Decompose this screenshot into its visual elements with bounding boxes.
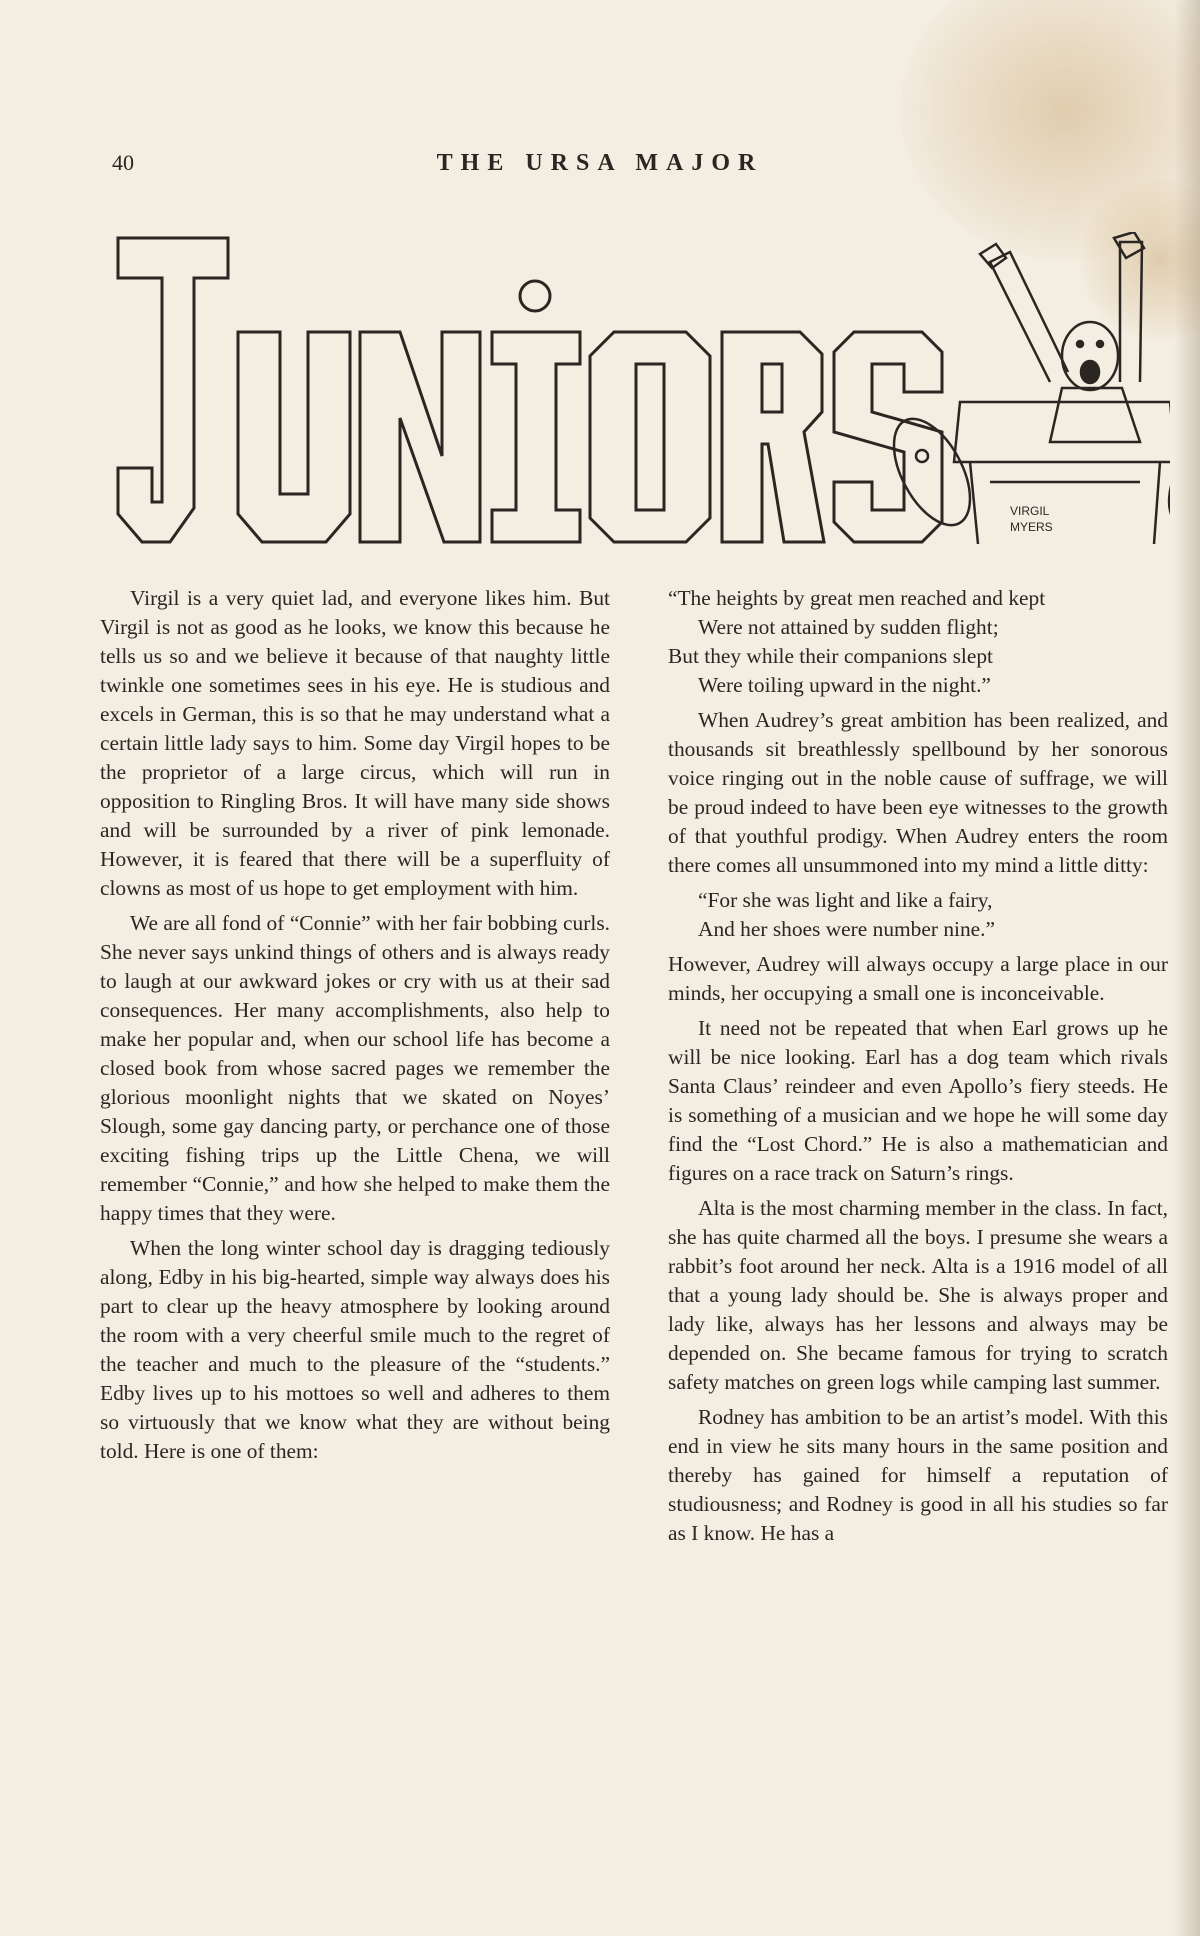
left-column	[100, 584, 610, 1472]
right-column	[668, 584, 1168, 1554]
paragraph-edby: When the long winter school day is dragging tediously along, Edby in his big-hearted, simple way always does his part to clear up the heavy atmosphere by looking around the room with a very cheerful smile much to the regret of the teacher and much to the pleasure of the “students.” Edby lives up to his mottoes so well and adheres to them so virtuously that we know what they are without being told. Here is one of them:	[100, 1236, 610, 1463]
page-edge-shadow	[1174, 0, 1200, 1936]
paragraph-connie: We are all fond of “Connie” with her fair bobbing curls. She never says unkind things of others and is always ready to laugh at our awkward jokes or cry with us at their sad consequences. Her many accomplishments, also help to make her popular and, when our school life has become a closed book from whose sacred pages we remember the glorious moonlight nights that we skated on Noyes’ Slough, some gay dancing party, or perchance one of those exciting fishing trips up the Little Chena, we will remember “Connie,” and how she helped to make them the happy times that they were.	[100, 911, 610, 1225]
letter-i-dot	[520, 281, 550, 311]
paragraph-audrey-cont: However, Audrey will always occupy a large place in our minds, her occupying a small one is inconceivable.	[668, 952, 1168, 1005]
paragraph-virgil: Virgil is a very quiet lad, and everyone likes him. But Virgil is not as good as he looks, we know this because he tells us so and we believe it because of that naughty little twinkle one sometimes sees in his eye. He is studious and excels in German, this is so that he may understand what a certain little lady says to him. Some day Virgil hopes to be the proprietor of a large circus, which will run in opposition to Ringling Bros. It will have many side shows and will be surrounded by a river of pink lemonade. However, it is feared that there will be a superfluity of clowns as most of us hope to get employment with him.	[100, 586, 610, 900]
poem-line: “For she was light and like a fairy,	[698, 888, 993, 912]
letter-n-outline	[360, 332, 480, 542]
signature-line-2: MYERS	[1010, 520, 1053, 534]
cheering-student-illustration	[878, 232, 1170, 544]
juniors-headline-art	[110, 232, 1170, 557]
poem-line: Were toiling upward in the night.”	[698, 673, 991, 697]
signature-line-1: VIRGIL	[1010, 504, 1050, 518]
running-head: THE URSA MAJOR	[436, 150, 764, 176]
poem-fairy	[668, 886, 1168, 944]
paragraph-earl: It need not be repeated that when Earl grows up he will be nice looking. Earl has a dog team which rivals Santa Claus’ reindeer and even Apollo’s fiery steeds. He is something of a musician and we hope he will some day find the “Lost Chord.” He is also a mathematician and figures on a race track on Saturn’s rings.	[668, 1016, 1168, 1185]
paragraph-rodney: Rodney has ambition to be an artist’s model. With this end in view he sits many hours in the same position and thereby has gained for himself a reputation of studiousness; and Rodney is good in all his studies so far as I know. He has a	[668, 1405, 1168, 1545]
paragraph-audrey: When Audrey’s great ambition has been realized, and thousands sit breathlessly spellbound by her sonorous voice ringing out in the noble cause of suffrage, we will be proud indeed to have been eye witnesses to the growth of that youthful prodigy. When Audrey enters the room there comes all unsummoned into my mind a little ditty:	[668, 708, 1168, 877]
letter-j-outline	[118, 238, 228, 542]
poem-line: Were not attained by sudden flight;	[698, 615, 999, 639]
poem-line: But they while their companions slept	[668, 644, 993, 668]
letter-s-outline	[834, 332, 942, 542]
letter-i-outline	[492, 332, 580, 542]
poem-line: And her shoes were number nine.”	[698, 917, 995, 941]
paragraph-alta: Alta is the most charming member in the class. In fact, she has quite charmed all the boys. I presume she wears a rabbit’s foot around her neck. Alta is a 1916 model of all that a young lady should be. She is always proper and lady like, always has her lessons and always may be depended on. She became famous for trying to scratch safety matches on green logs while camping last summer.	[668, 1196, 1168, 1394]
poem-line: “The heights by great men reached and kept	[668, 586, 1046, 610]
artist-signature	[1010, 504, 1053, 534]
letter-u-outline	[238, 332, 350, 542]
poem-heights	[668, 584, 1168, 700]
page-number: 40	[112, 150, 134, 175]
